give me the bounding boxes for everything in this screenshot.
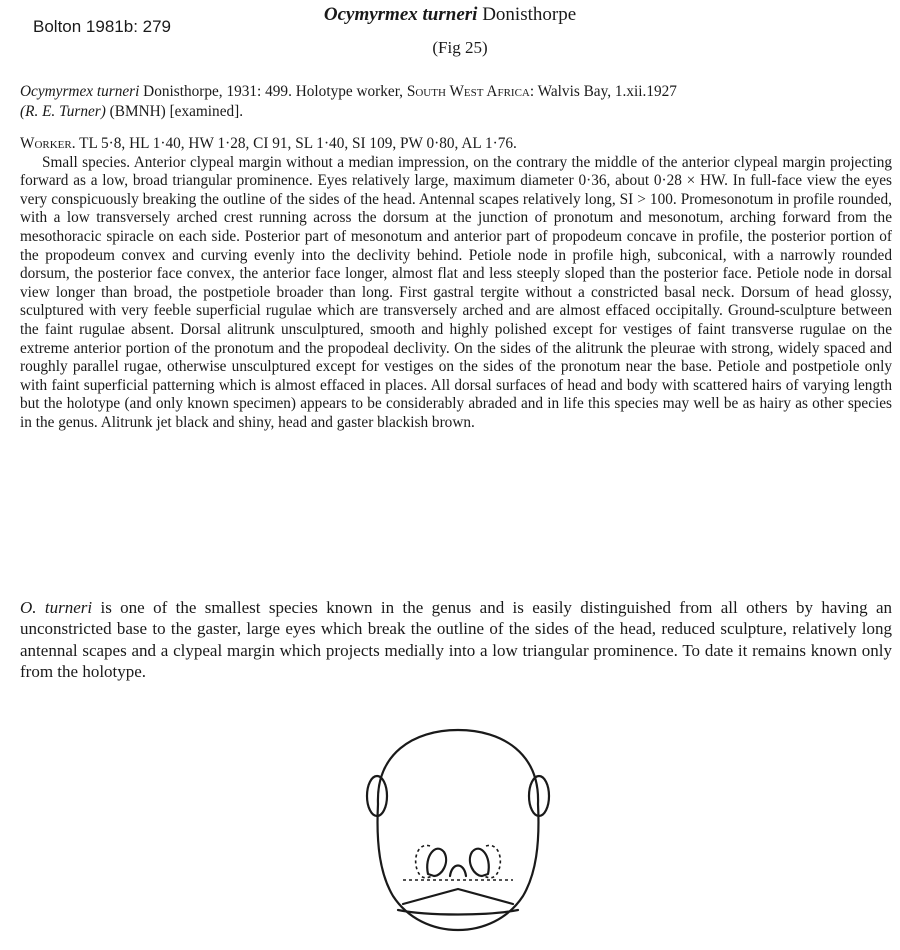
right-frontal-lobe — [470, 849, 489, 876]
citation-label: Bolton 1981b: 279 — [33, 17, 172, 36]
ref-species-name: Ocymyrmex turneri — [20, 83, 140, 100]
worker-description: Small species. Anterior clypeal margin without a median impression, on the contrary the middle of the anterior clypeal margin projecting forward as a low, broad triangular prominence. Eyes relatively large, maximum diameter 0·36, about 0·28 × HW. In full-face view the eyes very conspicuously breaking the outline of the sides of the head. Antennal scapes relatively long, SI > 100. Promesonotum in profile rounded, with a low transversely arched crest running across the dorsum at the junction of pronotum and mesonotum, arching forward from the mesothoracic spiracle on each side. Posterior part of mesonotum and anterior part of propodeum concave in profile, the posterior portion of the propodeum convex and curving evenly into the declivity behind. Petiole node in profile high, subconical, with a narrowly rounded dorsum, the posterior face convex, the anterior face longer, almost flat and less steeply sloped than the posterior face. Petiole node in dorsal view longer than broad, the postpetiole broader than long. First gastral tergite without a constricted basal neck. Dorsum of head glossy, sculptured with very feeble superficial rugulae which are transversely arched and are almost effaced occipitally. Ground-sculpture between the faint rugulae absent. Dorsal alitrunk unsculptured, smooth and highly polished except for vestiges of faint transverse rugulae on the extreme anterior portion of the pronotum and the propodeal declivity. On the sides of the alitrunk the pleurae with strong, widely spaced and roughly parallel rugae, otherwise unsculptured except for vestiges on the sides of the pronotum near the base. Petiole and postpetiole only with faint superficial patterning which is almost effaced in places. All dorsal surfaces of head and body with scattered hairs of varying length but the holotype (and only known specimen) appears to be considerably abraded and in life this species may well be as hairy as other species in the genus. Alitrunk jet black and shiny, head and gaster blackish brown. — [20, 153, 892, 431]
right-antennal-fossa — [484, 845, 500, 877]
clypeal-lower-line — [398, 910, 518, 915]
head-full-face-drawing — [358, 724, 558, 939]
worker-measurements: TL 5·8, HL 1·40, HW 1·28, CI 91, SL 1·40, SI 109, PW 0·80, AL 1·76. — [75, 135, 517, 152]
worker-section — [20, 135, 892, 433]
remark-species-abbrev: O. turneri — [20, 598, 93, 617]
ref-collector: (R. E. Turner) — [20, 103, 106, 120]
head-outline — [378, 730, 539, 930]
title-author: Donisthorpe — [482, 4, 577, 25]
species-title — [105, 4, 795, 26]
figure-reference: (Fig 25) — [432, 38, 488, 57]
taxonomic-reference — [20, 82, 885, 122]
clypeal-margin — [403, 889, 513, 904]
ref-repository: (BMNH) [examined]. — [105, 103, 244, 120]
remark-text: is one of the smallest species known in the genus and is easily distinguished from all others by having an unconstricted base to the gaster, large eyes which break the outline of the sides of the head, reduced sculpture, relatively long antennal scapes and a clypeal margin which projects medially into a low triangular prominence. To date it remains known only from the holotype. — [20, 598, 893, 682]
left-frontal-lobe — [427, 849, 446, 876]
worker-label: Worker. — [20, 135, 76, 152]
ref-text: Donisthorpe, 1931: 499. Holotype worker, — [139, 83, 407, 100]
diagnosis-remark — [20, 597, 892, 683]
ref-locality-region: South West Africa — [406, 83, 530, 100]
title-species-name: Ocymyrmex turneri — [323, 4, 478, 25]
left-antennal-fossa — [416, 845, 432, 877]
frontal-carina — [450, 866, 466, 877]
ref-locality-rest: : Walvis Bay, 1.xii.1927 — [529, 83, 677, 100]
worker-measurements-line — [20, 135, 892, 154]
